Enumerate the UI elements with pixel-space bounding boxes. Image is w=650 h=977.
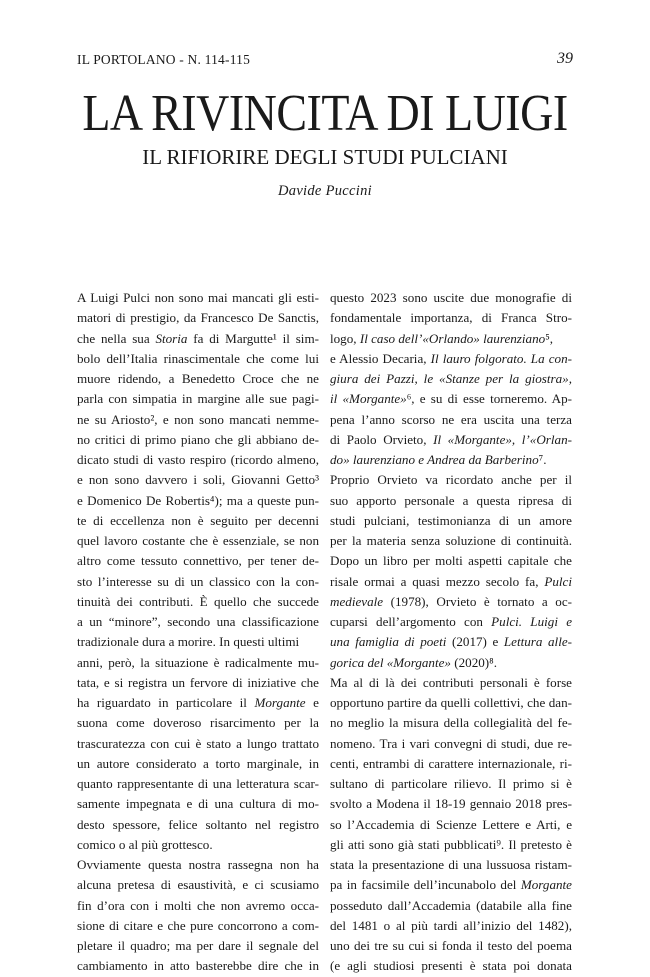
text-run: Ovviamente questa nostra rassegna non ha [77, 857, 319, 872]
body-text-line [330, 673, 572, 693]
text-run: logo, [330, 330, 360, 346]
text-run: un autore considerato a torto marginale, in [77, 755, 319, 771]
text-run: e [305, 695, 319, 710]
text-run: uno dei tre su cui si fonda il testo del poema [330, 938, 572, 953]
text-run: studi pulciani, testimonianza di un amore [330, 512, 572, 528]
body-text-line [330, 936, 572, 956]
italic-text: Il «Morgante», l’«Orlan- [433, 431, 572, 447]
text-run: matori di prestigio, da Francesco De Sanctis, [77, 310, 319, 326]
body-text-line [77, 551, 319, 571]
text-run: Proprio Orvieto va ricordato anche per il [330, 472, 572, 488]
body-text-line [330, 653, 572, 673]
italic-text: Il lauro folgorato. La con- [430, 350, 572, 366]
italic-text: giura dei Pazzi, le «Stanze per la giostra», [330, 371, 572, 386]
body-text-line [77, 835, 319, 855]
text-run: e Domenico De Robertis⁴); ma a queste pun- [77, 492, 319, 508]
body-text-line [330, 956, 572, 976]
body-text-line [77, 875, 319, 895]
body-text-line [77, 491, 319, 511]
italic-text: medievale [330, 593, 384, 609]
text-run: fa di Margutte¹ il sim- [187, 330, 319, 346]
italic-text: Morgante [254, 695, 306, 710]
italic-text: do» laurenziano e Andrea da Barberino [330, 452, 539, 467]
body-text-line [330, 450, 572, 470]
text-run: opportuno partire da quelli collettivi, che dan- [330, 695, 572, 710]
body-text-line [77, 936, 319, 956]
body-text-line [330, 896, 572, 916]
body-text-line [77, 612, 319, 632]
text-run: no meglio la misura della collegialità del fe- [330, 715, 572, 731]
italic-text: Pulci [544, 573, 572, 589]
text-run: posseduto dall’Accademia (databile alla fine [330, 897, 572, 913]
italic-text: Lettura alle- [503, 634, 573, 650]
body-text-line [330, 754, 572, 774]
text-run: sultano di particolare rilievo. Il primo si è [330, 776, 572, 791]
text-run: alcuna pretesa di esaustività, e ci scusiamo [77, 877, 319, 893]
body-text-line [330, 410, 572, 430]
body-text-line [330, 612, 572, 632]
text-run: tinuità dei contributi. È quello che succede [77, 593, 319, 609]
text-run: anni, però, la situazione è radicalmente mu- [77, 654, 319, 670]
body-text-line [330, 511, 572, 531]
body-text-line [330, 369, 572, 389]
text-run: comico o al più grottesco. [77, 836, 213, 852]
body-text-line [77, 450, 319, 470]
text-run: gli atti sono già stati pubblicati⁹. Il pretesto è [330, 836, 572, 852]
page-number: 39 [557, 50, 573, 67]
body-text-line [330, 794, 572, 814]
body-text-line [77, 572, 319, 592]
text-run: fondamentale importanza, di Franca Stro- [330, 310, 572, 326]
text-run: (e agli studiosi presenti è stata poi donata [330, 958, 572, 974]
text-run: muore ridendo, a Benedetto Croce che ne [77, 371, 319, 386]
text-run: ⁵, [545, 330, 554, 346]
text-run: nomeno. Tra i vari convegni di studi, due re- [330, 735, 572, 751]
text-run: te di eccellenza non è seguito per decenni [77, 512, 319, 528]
body-text-line [77, 470, 319, 490]
body-text-line [77, 511, 319, 531]
body-text-line [77, 592, 319, 612]
body-text-line [77, 632, 319, 652]
body-text-line [77, 855, 319, 875]
text-run: no critici di primo piano che gli abbiano de- [77, 431, 319, 447]
text-run: fin d’ora con i molti che non avremo occa- [77, 897, 319, 913]
italic-text: il «Morgante» [330, 391, 407, 407]
body-text-line [77, 693, 319, 713]
body-text-line [77, 653, 319, 673]
body-text-line [77, 531, 319, 551]
text-run: risale ormai a quasi mezzo secolo fa, [330, 573, 545, 589]
text-run: e Alessio Decaria, [330, 350, 431, 366]
text-run: trascuratezza con cui è stato a lungo trattato [77, 735, 319, 751]
text-run: suo apporto personale a questa ripresa di [330, 492, 572, 508]
body-text-line [77, 430, 319, 450]
body-text-line [330, 349, 572, 369]
body-text-line [330, 389, 572, 409]
text-run: ⁷. [538, 452, 547, 467]
body-text-line [330, 835, 572, 855]
text-run: quel lavoro costante che è essenziale, se non [77, 533, 319, 548]
body-text-line [330, 713, 572, 733]
text-run: pletare il quadro; ma per dare il segnale del [77, 938, 319, 953]
running-header [77, 52, 573, 72]
text-run: e non sono davvero i soli, Giovanni Getto³ [77, 472, 319, 488]
journal-name: IL PORTOLANO - N. 114-115 [77, 52, 251, 67]
body-text-line [330, 632, 572, 652]
body-text-line [330, 693, 572, 713]
body-text-line [77, 288, 319, 308]
body-text-line [330, 734, 572, 754]
body-column-right [330, 288, 572, 977]
body-text-line [77, 754, 319, 774]
body-text-line [77, 896, 319, 916]
body-text-line [77, 329, 319, 349]
body-text-line [330, 491, 572, 511]
text-run: ⁶, e su di esse torneremo. Ap- [406, 391, 572, 407]
text-run: sione di citare e che pure concorrono a com- [77, 917, 319, 933]
italic-text: Morgante [520, 877, 572, 893]
text-run: che nella sua [77, 330, 156, 346]
body-text-line [330, 288, 572, 308]
text-run: tata, e si registra un fervore di iniziative che [77, 674, 319, 690]
body-text-line [330, 774, 572, 794]
text-run: stata la presentazione di una lussuosa ristam- [330, 857, 572, 872]
text-run: (2017) e [446, 634, 504, 650]
text-run: pena l’anno scorso ne era uscita una terza [330, 411, 572, 427]
body-text-line [77, 774, 319, 794]
body-text-line [330, 916, 572, 936]
text-run: a un “minore”, secondo una classificazione [77, 614, 319, 629]
body-text-line [77, 308, 319, 328]
article-title: LA RIVINCITA DI LUIGI [82, 84, 568, 142]
article-author: Davide Puccini [278, 183, 372, 199]
text-run: questo 2023 sono uscite due monografie di [330, 290, 572, 305]
text-run: so l’Accademia di Scienze Lettere e Arti, e [330, 816, 572, 832]
text-run: ha riguardato in particolare il [77, 695, 255, 710]
text-run: ne su Ariosto², e non sono mancati nemme- [77, 411, 319, 427]
text-run: samente impegnata e di una cultura di mo- [77, 796, 319, 812]
body-text-line [330, 551, 572, 571]
text-run: A Luigi Pulci non sono mai mancati gli esti- [77, 290, 319, 305]
text-run: Dopo un libro per molti aspetti capitale che [330, 553, 572, 569]
body-text-line [330, 329, 572, 349]
body-text-line [330, 592, 572, 612]
body-text-line [77, 734, 319, 754]
text-run: suona come doveroso risarcimento per la [77, 715, 319, 731]
body-text-line [77, 713, 319, 733]
body-text-line [77, 815, 319, 835]
italic-text: una famiglia di poeti [330, 634, 447, 650]
text-run: centi, entrambi di carattere internazionale, ri- [330, 755, 572, 771]
italic-text: Il caso dell’«Orlando» laurenziano [359, 330, 546, 346]
body-text-line [330, 308, 572, 328]
text-run: del 1481 o al più tardi all’inizio del 1482), [330, 917, 572, 933]
body-text-line [77, 389, 319, 409]
body-text-line [77, 349, 319, 369]
text-run: altro come tessuto connettivo, per tener de- [77, 553, 319, 569]
body-text-line [330, 875, 572, 895]
text-run: per la materia senza soluzione di continuità. [330, 533, 572, 548]
body-text-line [77, 916, 319, 936]
text-run: parla con simpatia in margine alle sue pagi- [77, 391, 319, 407]
text-run: svolto a Modena il 18-19 gennaio 2018 pres- [330, 796, 572, 812]
text-run: sto l’interesse su di un classico con la con- [77, 573, 319, 589]
body-text-line [77, 673, 319, 693]
text-run: tradizionale dura a morire. In questi ultimi [77, 634, 300, 650]
text-run: dicato studi di vasto respiro (ricordo almeno, [77, 452, 319, 467]
text-run: bolo dell’Italia rinascimentale che come lui [77, 350, 319, 366]
article-subtitle: IL RIFIORIRE DEGLI STUDI PULCIANI [142, 145, 508, 169]
italic-text: Pulci. Luigi e [491, 614, 573, 629]
text-run: Ma al di là dei contributi personali è forse [330, 674, 572, 690]
body-text-line [77, 956, 319, 976]
body-column-left [77, 288, 319, 977]
text-run: (2020)⁸. [450, 654, 498, 670]
body-text-line [330, 815, 572, 835]
text-run: pa in facsimile dell’incunabolo del [330, 877, 521, 893]
italic-text: Storia [155, 330, 188, 346]
body-text-line [77, 410, 319, 430]
italic-text: gorica del «Morgante» [330, 654, 451, 670]
body-text-line [330, 470, 572, 490]
text-run: cuparsi dell’argomento con [330, 614, 492, 629]
body-text-line [77, 794, 319, 814]
body-text-line [77, 369, 319, 389]
body-text-line [330, 572, 572, 592]
text-run: cambiamento in atto basterebbe dire che in [77, 958, 319, 974]
text-run: desto spessore, felice soltanto nel registro [77, 816, 319, 832]
body-text-line [330, 531, 572, 551]
body-text-line [330, 430, 572, 450]
body-text-line [330, 855, 572, 875]
text-run: (1978), Orvieto è tornato a oc- [383, 593, 572, 609]
text-run: di Paolo Orvieto, [330, 431, 434, 447]
text-run: quanto rappresentante di una letteratura scar- [77, 776, 319, 791]
